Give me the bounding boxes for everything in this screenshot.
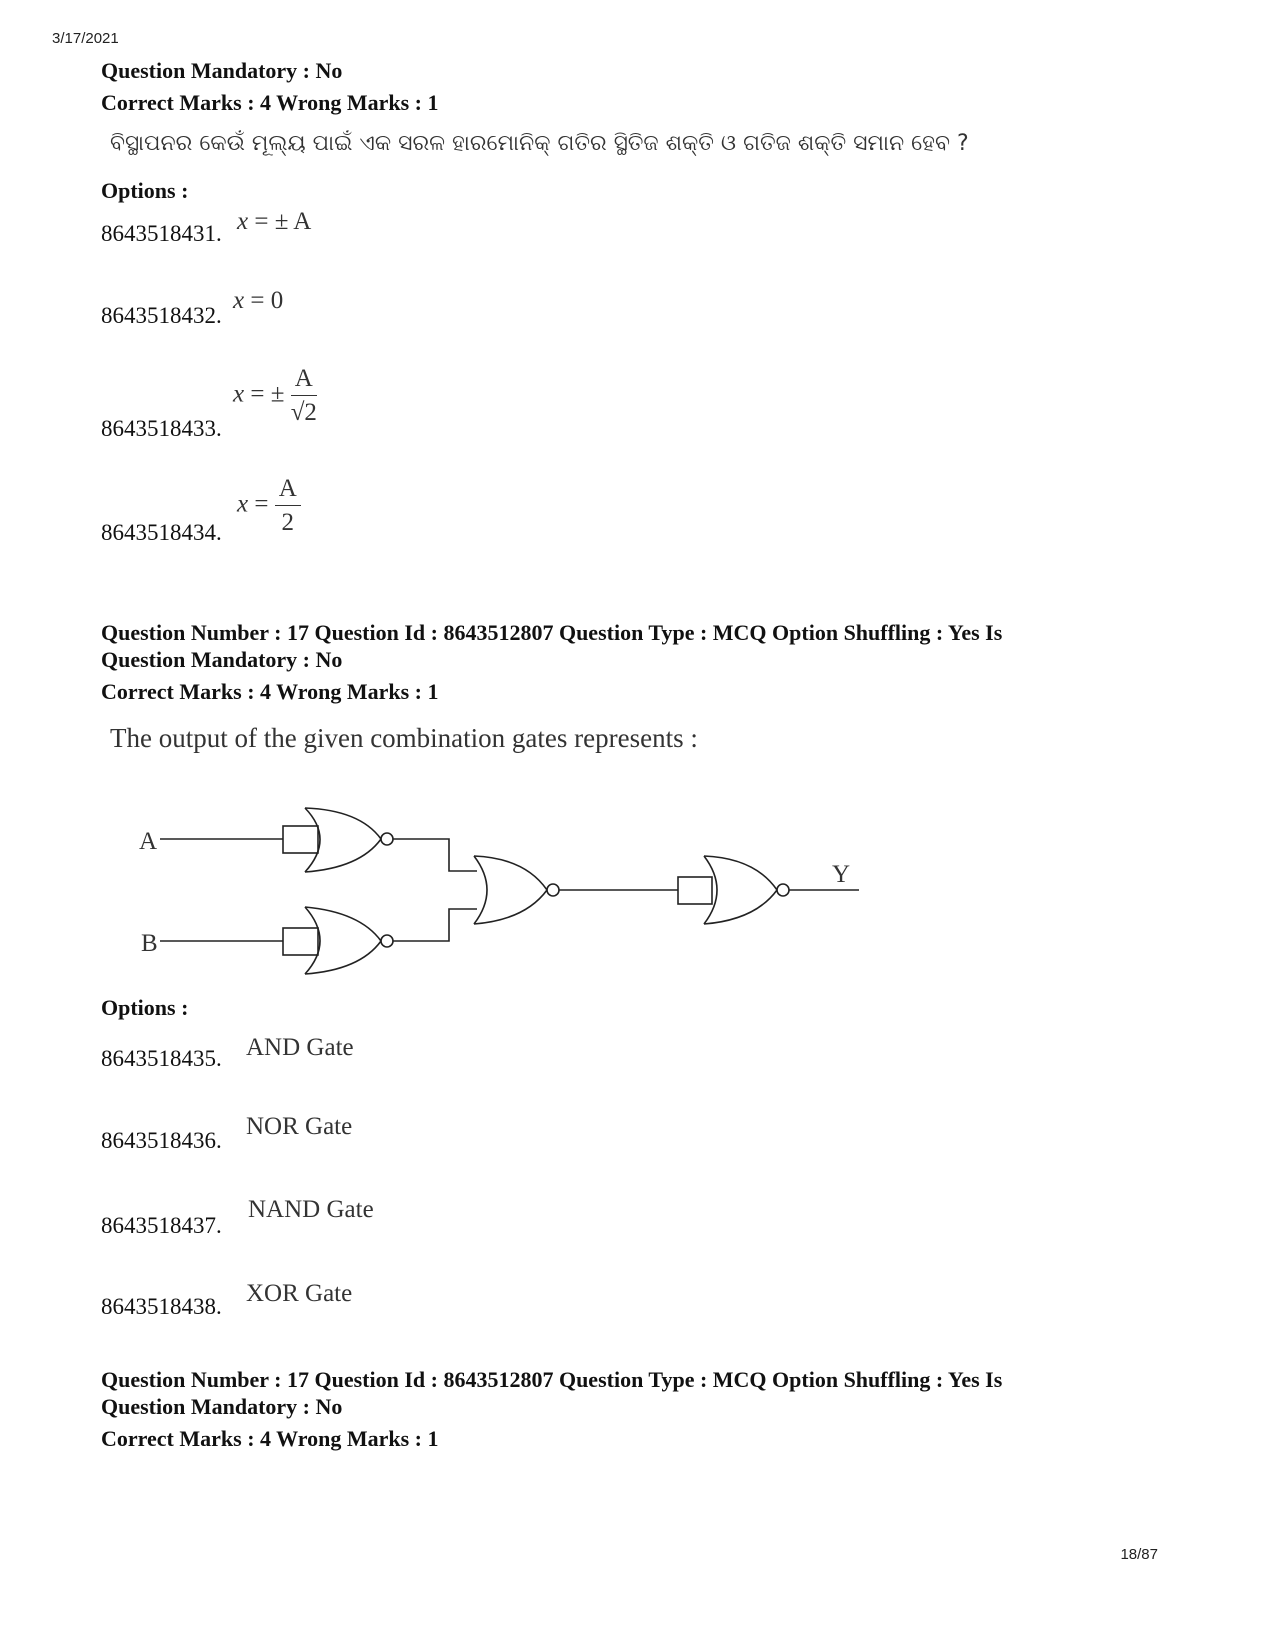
question-mandatory: Question Mandatory : No: [101, 647, 343, 672]
wire-a: [393, 839, 477, 871]
question-text: ବିସ୍ଥାପନର କେଉଁ ମୂଲ୍ୟ ପାଇଁ ଏକ ସରଳ ହାରମୋନିକ୍ ଗତିର ସ୍ଥିତିଜ ଶକ୍ତି ଓ ଗତିଜ ଶକ୍ତି ସମାନ ହେବ ?: [110, 131, 969, 156]
wire-b: [393, 909, 477, 941]
question-header: Question Number : 17 Question Id : 8643512807 Question Type : MCQ Option Shuffling : Yes Is: [101, 1367, 1003, 1392]
option-text[interactable]: AND Gate: [246, 1034, 354, 1061]
input-b-label: B: [141, 930, 158, 957]
option-text[interactable]: XOR Gate: [246, 1280, 353, 1307]
math-variable: x: [233, 380, 245, 408]
nor-gate-middle: [474, 856, 559, 924]
nor-gate-output: [678, 856, 789, 924]
option-id: 8643518437.: [101, 1213, 222, 1238]
option-text[interactable]: NAND Gate: [248, 1196, 374, 1223]
fraction-numerator: A: [275, 475, 301, 506]
math-rhs: ± A: [274, 208, 312, 235]
math-equals: =: [250, 380, 265, 408]
question-mandatory: Question Mandatory : No: [101, 58, 343, 83]
options-label: Options :: [101, 995, 189, 1020]
question-marks: Correct Marks : 4 Wrong Marks : 1: [101, 90, 439, 115]
math-equals: =: [250, 287, 265, 314]
input-a-label: A: [139, 828, 158, 855]
question-marks: Correct Marks : 4 Wrong Marks : 1: [101, 679, 439, 704]
math-variable: x: [233, 287, 245, 314]
math-variable: x: [237, 490, 249, 518]
page-number: 18/87: [1120, 1546, 1158, 1563]
nor-gate-bottom: [160, 907, 393, 974]
question-mandatory: Question Mandatory : No: [101, 1394, 343, 1419]
math-rhs: 0: [270, 287, 284, 314]
fraction-denominator: 2: [281, 509, 294, 536]
option-id: 8643518436.: [101, 1128, 222, 1153]
math-plus-minus: ±: [270, 380, 285, 408]
options-label: Options :: [101, 178, 189, 203]
output-y-label: Y: [832, 861, 851, 888]
nor-gate-top: [160, 808, 393, 872]
option-id: 8643518438.: [101, 1294, 222, 1319]
option-id: 8643518435.: [101, 1046, 222, 1071]
math-variable: x: [237, 208, 249, 235]
option-id: 8643518432.: [101, 303, 222, 328]
option-text[interactable]: NOR Gate: [246, 1113, 353, 1140]
fraction-denominator: √2: [290, 399, 317, 426]
question-marks: Correct Marks : 4 Wrong Marks : 1: [101, 1426, 439, 1451]
option-id: 8643518434.: [101, 520, 222, 545]
question-header: Question Number : 17 Question Id : 8643512807 Question Type : MCQ Option Shuffling : Yes Is: [101, 620, 1003, 645]
option-id: 8643518433.: [101, 416, 222, 441]
math-equals: =: [254, 208, 269, 235]
print-date: 3/17/2021: [52, 30, 119, 47]
question-text: The output of the given combination gates represents :: [110, 723, 698, 753]
fraction-numerator: A: [291, 365, 317, 396]
option-id: 8643518431.: [101, 221, 222, 246]
math-equals: =: [254, 490, 269, 518]
